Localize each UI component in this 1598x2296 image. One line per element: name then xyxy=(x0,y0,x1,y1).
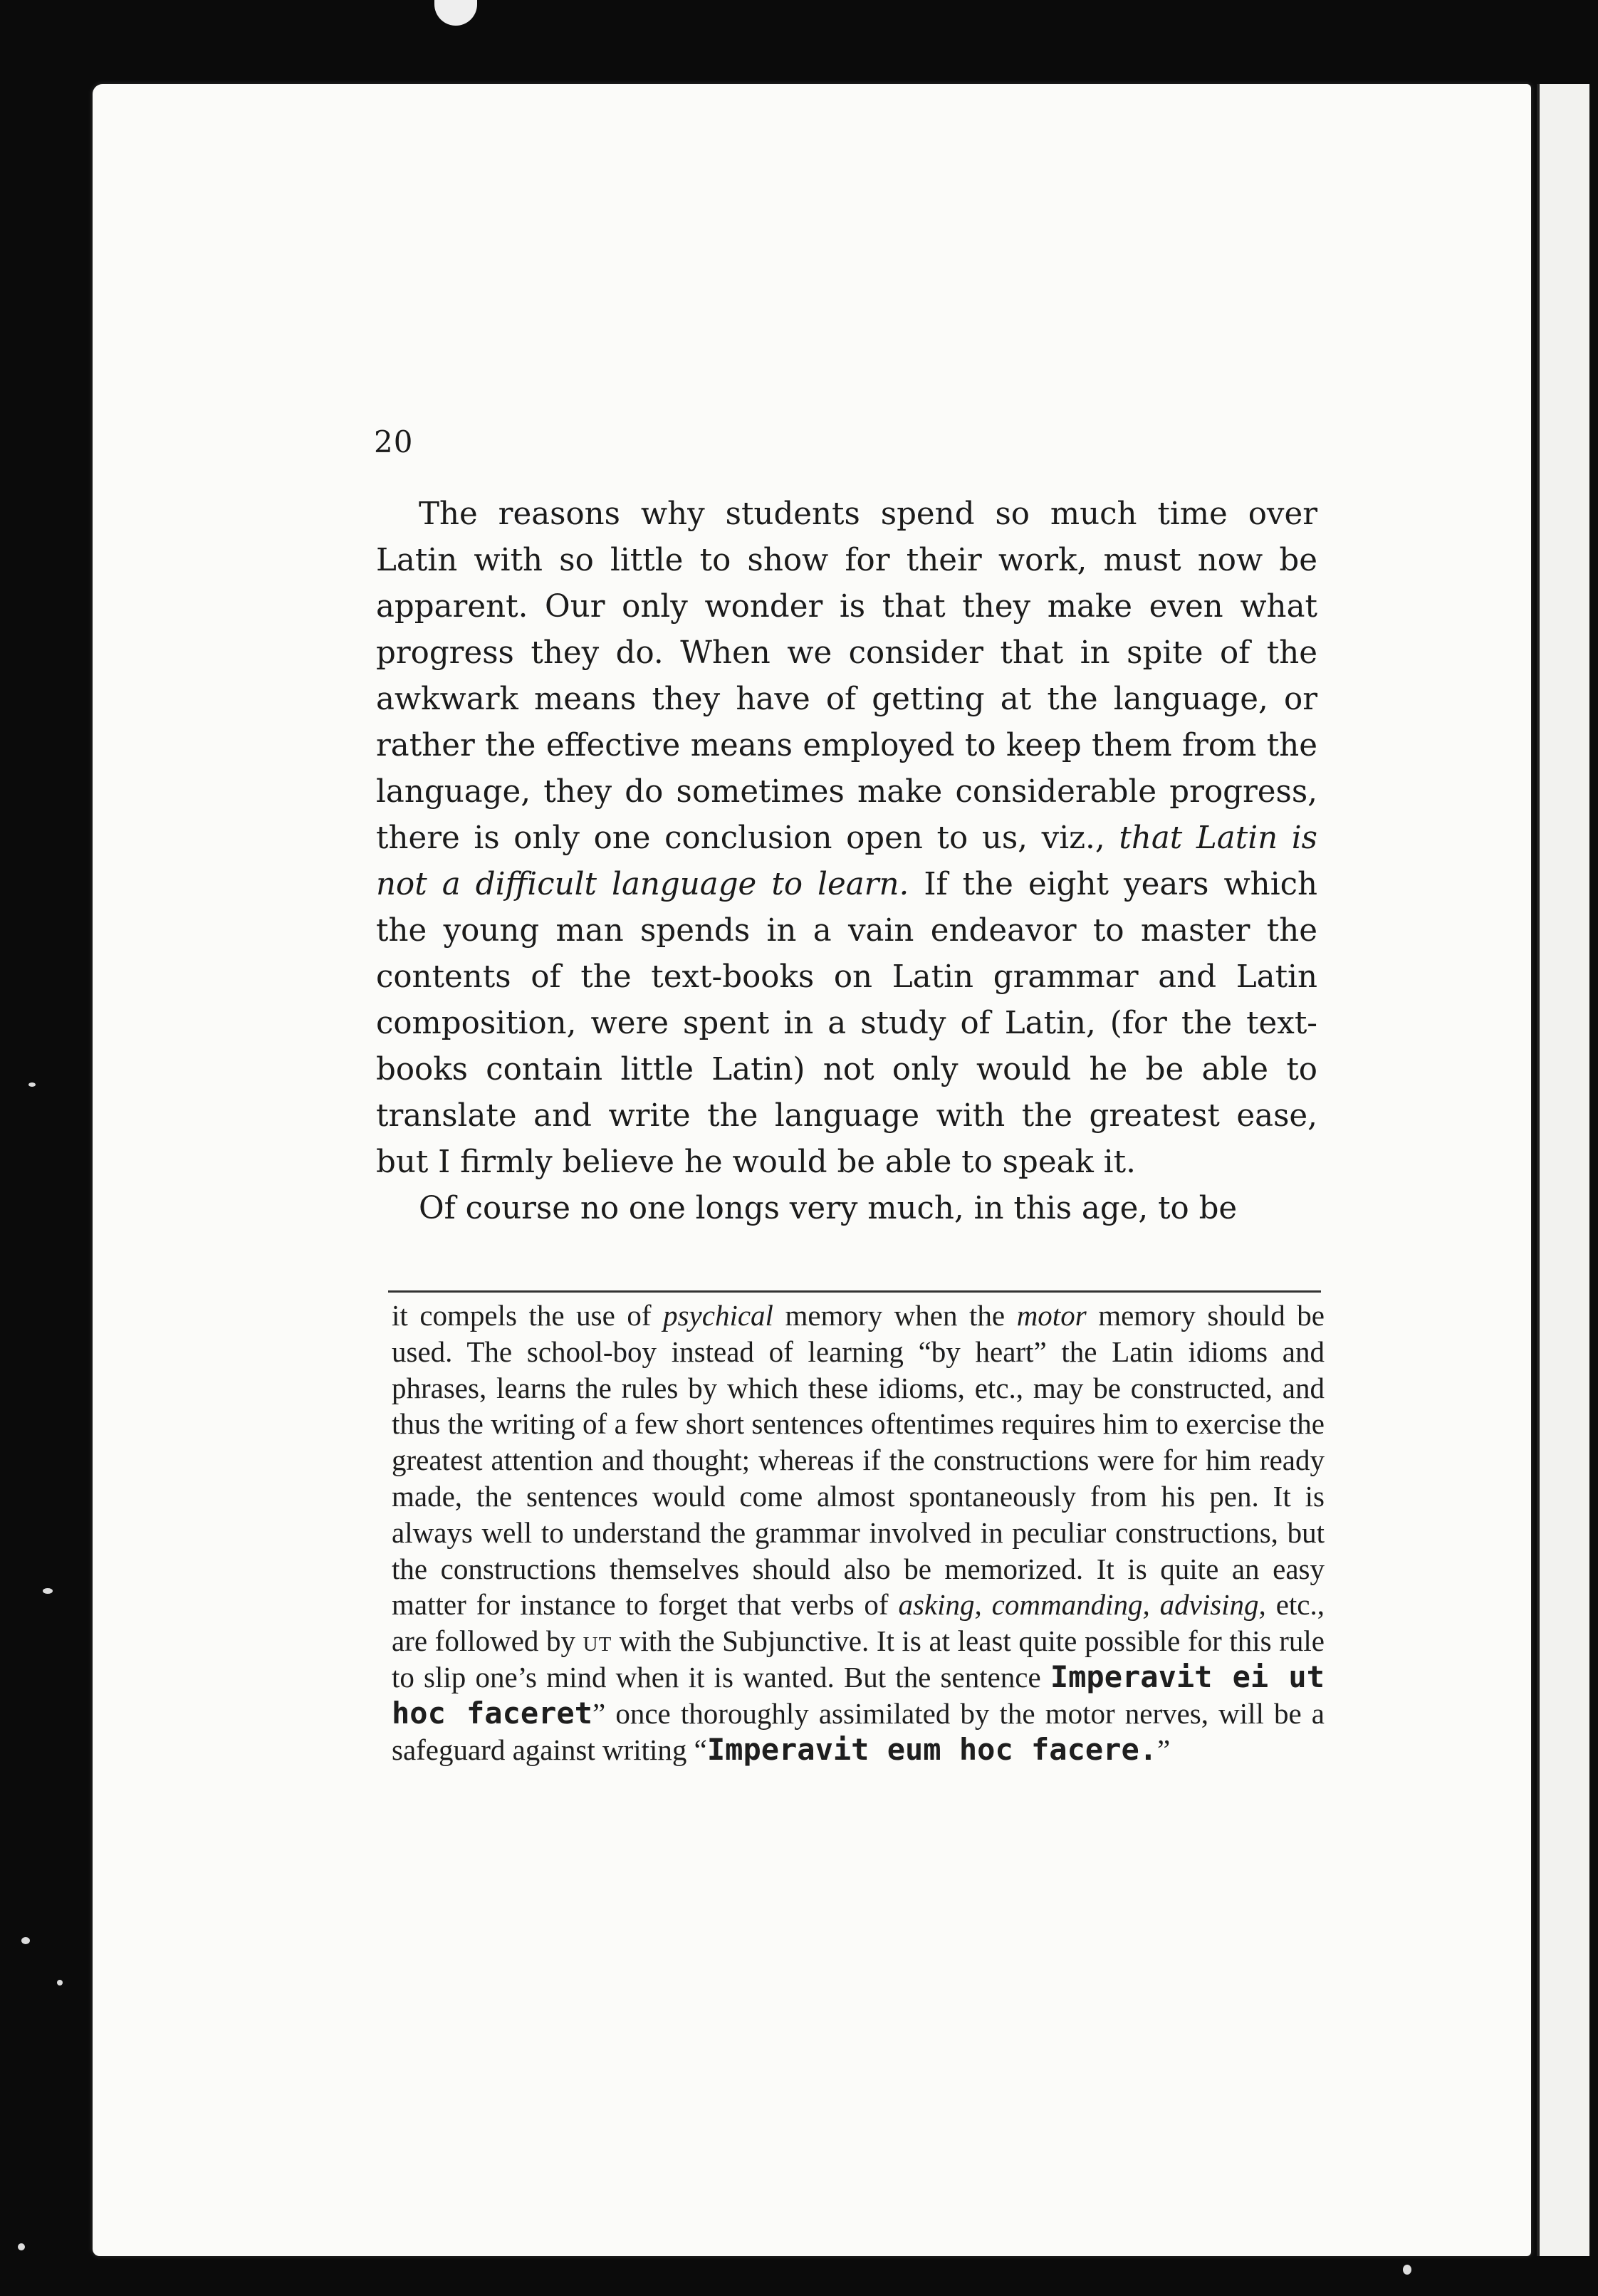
latin-example: Imperavit ei ut hoc faceret xyxy=(392,1659,1325,1731)
footnote-divider xyxy=(388,1290,1321,1293)
italic-term: psychical xyxy=(663,1299,773,1332)
footnote-paragraph xyxy=(392,1298,1325,1768)
scan-speck xyxy=(21,1937,30,1944)
main-text xyxy=(376,491,1317,1232)
footnote-text: ” once thoroughly assimilated by the motor nerves, will be a safeguard against writing “ xyxy=(392,1696,1325,1766)
scan-speck xyxy=(1403,2265,1411,2275)
paragraph-text: The reasons why students spend so much time over Latin with so little to show for their work, must now be apparent. Our only wonder is that they make even what progress they do. When we consider that in spite of the awkwark means they have of getting at the language, or rather the effective means employed to keep them from the language, they do sometimes make considerable progress, there is only one conclusion open to us, viz., xyxy=(376,496,1317,856)
footnote-text: memory should be used. The school-boy instead of learning “by heart” the Latin idioms and phrases, learns the rules by which these idioms, etc., may be constructed, and thus the writing of a few short sentences oftentimes requires him to exercise the greatest attention and thought; whereas if the constructions were for him ready made, the sentences would come almost spontaneously from his pen. It is always well to understand the grammar involved in peculiar constructions, but the constructions themselves should also be memorized. It is quite an easy matter for instance to forget that verbs of xyxy=(392,1299,1325,1622)
scan-speck xyxy=(18,2243,25,2250)
italic-term: asking, commanding, advising, xyxy=(898,1588,1266,1622)
page-number: 20 xyxy=(374,424,414,459)
footnote-text: ” xyxy=(1157,1733,1171,1766)
footnote-text: memory when the xyxy=(773,1299,1017,1332)
footnote-text: etc., are followed by xyxy=(392,1588,1325,1658)
small-caps-word: ut xyxy=(583,1624,612,1658)
paragraph: Of course no one longs very much, in this age, to be xyxy=(419,1191,1238,1226)
italic-emphasis: that Latin is not a difficult language to learn. xyxy=(376,820,1317,902)
facing-page-edge xyxy=(1537,84,1589,2256)
paragraph xyxy=(376,491,1317,1186)
scan-speck xyxy=(57,1980,63,1985)
scan-artifact xyxy=(434,0,477,26)
scan-speck xyxy=(28,1082,36,1087)
footnote-text: with the Subjunctive. It is at least quite possible for this rule to slip one’s mind when it is wanted. But the sentence xyxy=(392,1624,1325,1694)
scan-speck xyxy=(43,1588,53,1594)
italic-term: motor xyxy=(1016,1299,1087,1332)
latin-example: Imperavit eum hoc facere. xyxy=(706,1731,1158,1767)
paragraph-text: If the eight years which the young man spends in a vain endeavor to master the contents of the text-books on Latin grammar and Latin composition, were spent in a study of Latin, (for the text-books contain little Latin) not only would he be able to translate and write the language with the greatest ease, but I firmly believe he would be able to speak it. xyxy=(376,867,1317,1180)
footnote xyxy=(392,1298,1325,1768)
footnote-text: it compels the use of xyxy=(392,1299,664,1332)
